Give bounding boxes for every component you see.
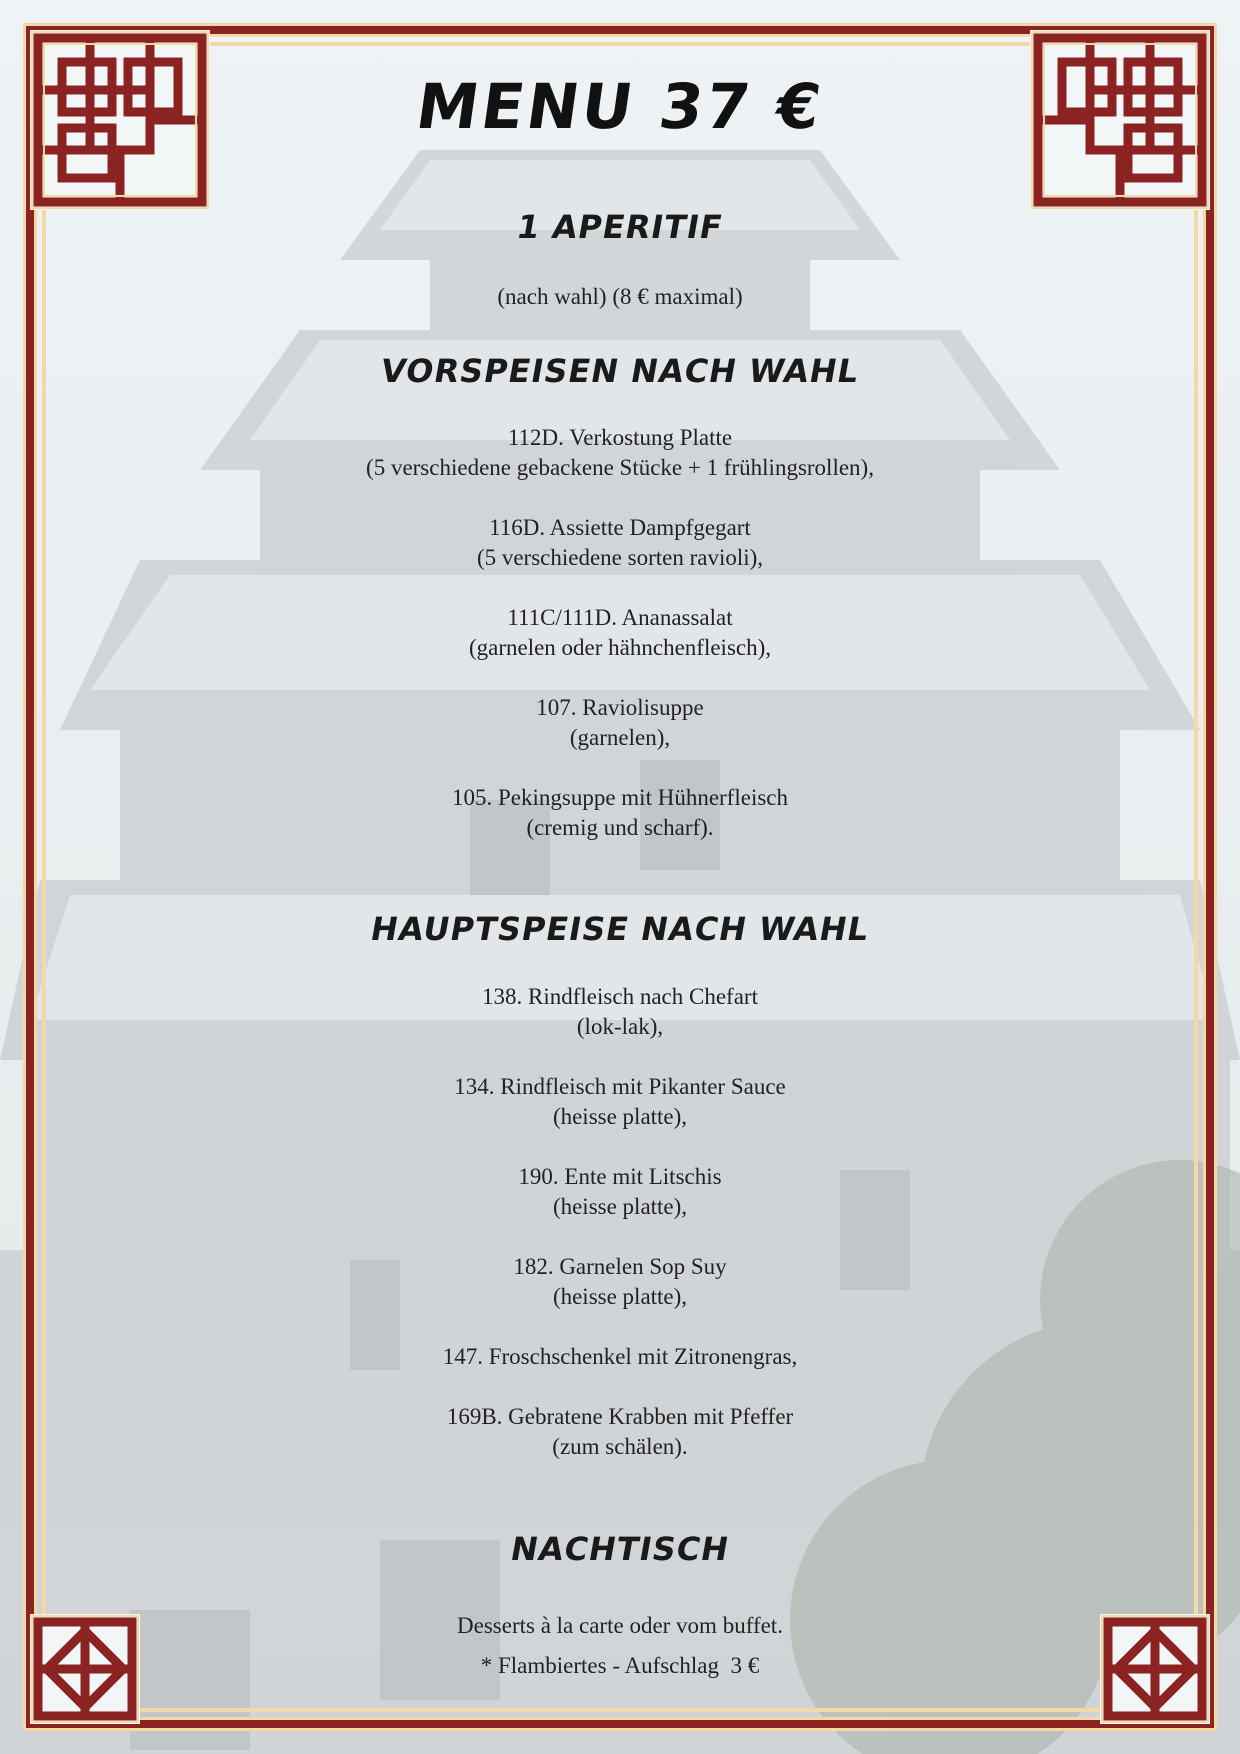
main-item-detail: (heisse platte), (552, 1104, 688, 1129)
main-item-name: 182. Garnelen Sop Suy (513, 1254, 727, 1279)
dessert-line: Desserts à la carte oder vom buffet. (457, 1613, 783, 1638)
main-item-name: 169B. Gebratene Krabben mit Pfeffer (446, 1404, 794, 1429)
main-item-name: 134. Rindfleisch mit Pikanter Sauce (454, 1074, 786, 1099)
main-item-detail: (zum schälen). (552, 1434, 688, 1459)
section-heading-mains: HAUPTSPEISE NACH WAHL (367, 910, 873, 948)
main-item-detail: (heisse platte), (552, 1194, 688, 1219)
starter-item-name: 107. Raviolisuppe (536, 695, 704, 720)
main-item-name: 190. Ente mit Litschis (518, 1164, 722, 1189)
aperitif-note: (nach wahl) (8 € maximal) (497, 284, 743, 309)
starter-item-name: 116D. Assiette Dampfgegart (489, 515, 751, 540)
starter-item-name: 111C/111D. Ananassalat (507, 605, 733, 630)
section-heading-starters: VORSPEISEN NACH WAHL (377, 352, 863, 390)
starter-item-detail: (5 verschiedene gebackene Stücke + 1 frühlingsrollen), (366, 455, 874, 480)
starter-item-name: 105. Pekingsuppe mit Hühnerfleisch (451, 785, 788, 810)
starter-item-detail: (garnelen), (569, 725, 671, 750)
section-heading-dessert: NACHTISCH (507, 1530, 733, 1568)
main-item-name: 147. Froschschenkel mit Zitronengras, (442, 1344, 798, 1369)
main-item-detail: (lok-lak), (576, 1014, 664, 1039)
starter-item-name: 112D. Verkostung Platte (507, 425, 733, 450)
main-item-name: 138. Rindfleisch nach Chefart (482, 984, 758, 1009)
starter-item-detail: (5 verschiedene sorten ravioli), (476, 545, 764, 570)
starter-item-detail: (cremig und scharf). (526, 815, 714, 840)
dessert-surcharge: * Flambiertes - Aufschlag 3 € (480, 1653, 760, 1678)
section-heading-aperitif: 1 APERITIF (513, 208, 727, 246)
starter-item-detail: (garnelen oder hähnchenfleisch), (468, 635, 772, 660)
main-item-detail: (heisse platte), (552, 1284, 688, 1309)
menu-title: MENU 37 € (411, 70, 829, 143)
